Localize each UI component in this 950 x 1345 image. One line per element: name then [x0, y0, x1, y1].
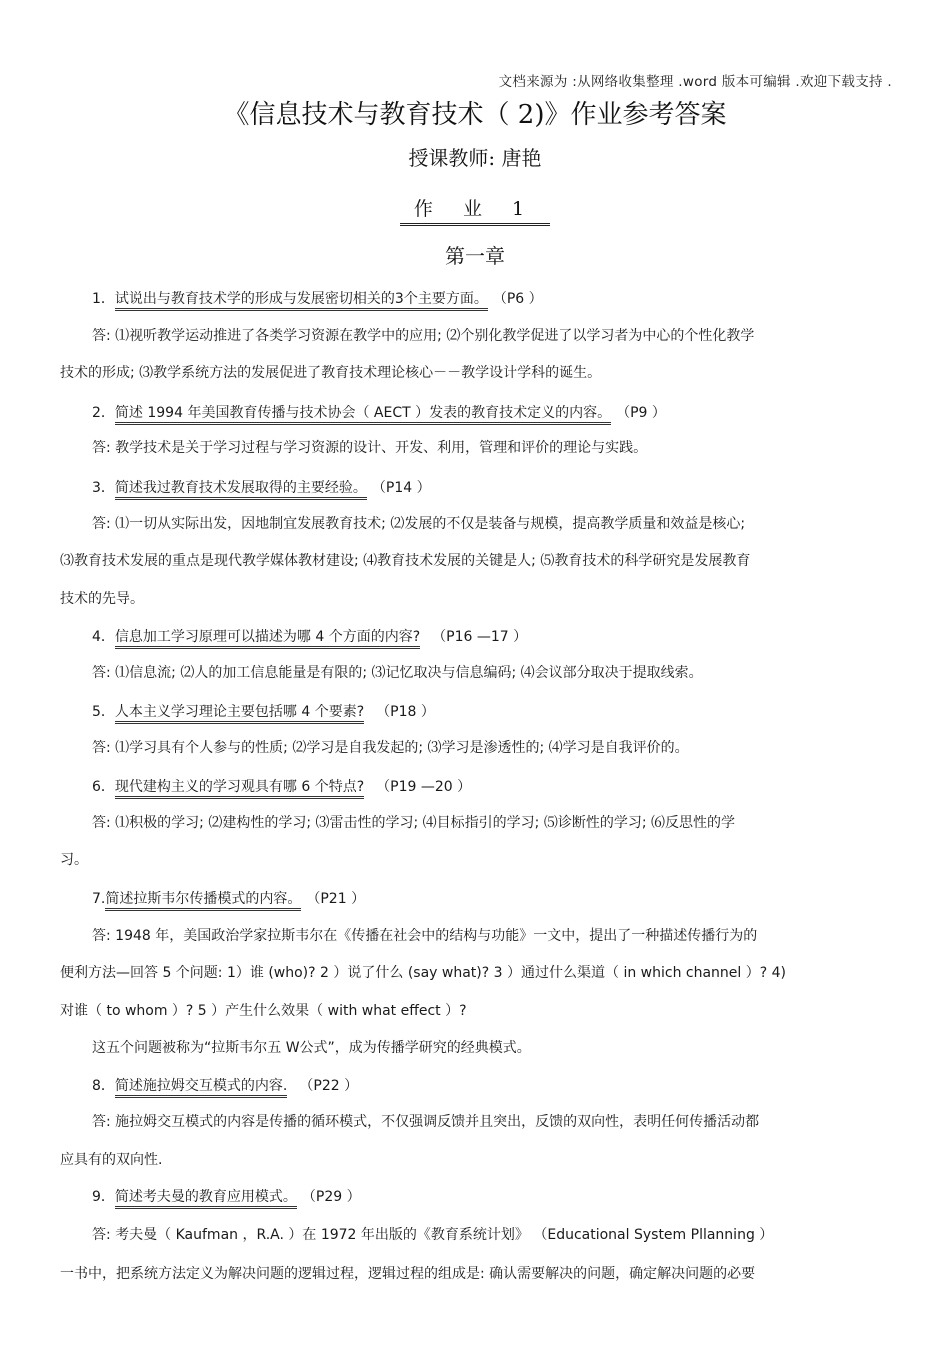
question-9	[92, 1186, 900, 1206]
header-note: 文档来源为 :从网络收集整理 .word 版本可编辑 .欢迎下载支持 .	[498, 74, 892, 90]
answer-line: 习。	[60, 852, 88, 868]
question-number: 5．	[92, 704, 115, 720]
answer-line: 答: ⑴信息流; ⑵人的加工信息能量是有限的; ⑶记忆取决与信息编码; ⑷会议部分取决于提取线索。	[92, 665, 703, 681]
page-ref: （P6 ）	[499, 291, 543, 307]
page-ref: （P9 ）	[623, 405, 666, 421]
question-number: 6．	[92, 779, 115, 795]
answer-line: 答: ⑴视听教学运动推进了各类学习资源在教学中的应用; ⑵个别化教学促进了以学习者为中心的个性化教学	[92, 328, 755, 344]
question-text: 简述拉斯韦尔传播模式的内容。	[105, 891, 301, 911]
page-ref: （P19 —20 ）	[376, 779, 472, 795]
question-number: 9．	[92, 1189, 115, 1205]
answer-line: 便利方法—回答 5 个问题: 1）谁 (who)? 2 ）说了什么 (say what)? 3 ）通过什么渠道（ in which channel ）? 4)	[60, 965, 786, 981]
page-ref: （P29 ）	[308, 1189, 361, 1205]
chapter-heading: 第一章	[445, 244, 505, 268]
document-title: 《信息技术与教育技术（ 2)》作业参考答案	[223, 100, 727, 130]
question-text: 现代建构主义的学习观具有哪 6 个特点?	[115, 779, 364, 799]
question-4	[92, 626, 900, 646]
question-number: 8．	[92, 1078, 115, 1094]
answer-line: 答: ⑴学习具有个人参与的性质; ⑵学习是自我发起的; ⑶学习是渗透性的; ⑷学习是自我评价的。	[92, 740, 689, 756]
question-number: 4．	[92, 629, 115, 645]
question-2	[92, 402, 900, 422]
question-8	[92, 1075, 900, 1095]
answer-line: 答: 教学技术是关于学习过程与学习资源的设计、开发、利用，管理和评价的理论与实践。	[92, 440, 648, 456]
question-number: 7.	[92, 891, 106, 907]
homework-heading	[0, 194, 950, 226]
question-5	[92, 701, 900, 721]
answer-line: ⑶教育技术发展的重点是现代教学媒体教材建设; ⑷教育技术发展的关键是人; ⑸教育技术的科学研究是发展教育	[60, 553, 751, 569]
answer-line: 技术的先导。	[60, 591, 144, 607]
question-6	[92, 776, 900, 796]
question-text: 简述我过教育技术发展取得的主要经验。	[115, 480, 367, 500]
question-text: 信息加工学习原理可以描述为哪 4 个方面的内容?	[115, 629, 420, 649]
question-text: 简述施拉姆交互模式的内容.	[115, 1078, 287, 1098]
answer-line: 答: 施拉姆交互模式的内容是传播的循环模式，不仅强调反馈并且突出，反馈的双向性，表明任何传播活动都	[92, 1114, 760, 1130]
answer-line: 技术的形成; ⑶教学系统方法的发展促进了教育技术理论核心－－教学设计学科的诞生。	[60, 365, 602, 381]
answer-line: 答: ⑴积极的学习; ⑵建构性的学习; ⑶雷击性的学习; ⑷目标指引的学习; ⑸诊断性的学习; ⑹反思性的学	[92, 815, 735, 831]
teacher-line: 授课教师: 唐艳	[408, 146, 542, 170]
question-number: 3．	[92, 480, 115, 496]
question-1	[92, 288, 900, 308]
question-text: 人本主义学习理论主要包括哪 4 个要素?	[115, 704, 364, 724]
question-3	[92, 477, 900, 497]
question-text: 简述考夫曼的教育应用模式。	[115, 1189, 297, 1209]
answer-line: 答: 1948 年，美国政治学家拉斯韦尔在《传播在社会中的结构与功能》一文中，提出了一种描述传播行为的	[92, 928, 758, 944]
question-text: 简述 1994 年美国教育传播与技术协会（ AECT ）发表的教育技术定义的内容。	[115, 405, 611, 425]
question-text: 试说出与教育技术学的形成与发展密切相关的3个主要方面。	[115, 291, 488, 311]
page-ref: （P21 ）	[313, 891, 366, 907]
page-ref: （P22 ）	[299, 1078, 359, 1094]
answer-line: 一书中，把系统方法定义为解决问题的逻辑过程，逻辑过程的组成是: 确认需要解决的问题，确定解决问题的必要	[60, 1266, 756, 1282]
homework-label: 作 业 1	[400, 194, 550, 226]
answer-line: 应具有的双向性.	[60, 1152, 163, 1168]
question-number: 1．	[92, 291, 115, 307]
answer-line: 答: ⑴一切从实际出发，因地制宜发展教育技术; ⑵发展的不仅是装备与规模，提高教学质量和效益是核心;	[92, 516, 746, 532]
page-ref: （P16 —17 ）	[432, 629, 528, 645]
question-number: 2．	[92, 405, 115, 421]
page-ref: （P14 ）	[378, 480, 431, 496]
answer-line: 对谁（ to whom ）? 5 ）产生什么效果（ with what effect ）?	[60, 1003, 467, 1019]
answer-line: 答: 考夫曼（ Kaufman ，R.A. ）在 1972 年出版的《教育系统计划》 （Educational System Pllanning ）	[92, 1227, 774, 1243]
answer-line: 这五个问题被称为“拉斯韦尔五 W公式”，成为传播学研究的经典模式。	[92, 1040, 531, 1056]
question-7	[92, 888, 900, 908]
page-ref: （P18 ）	[376, 704, 435, 720]
